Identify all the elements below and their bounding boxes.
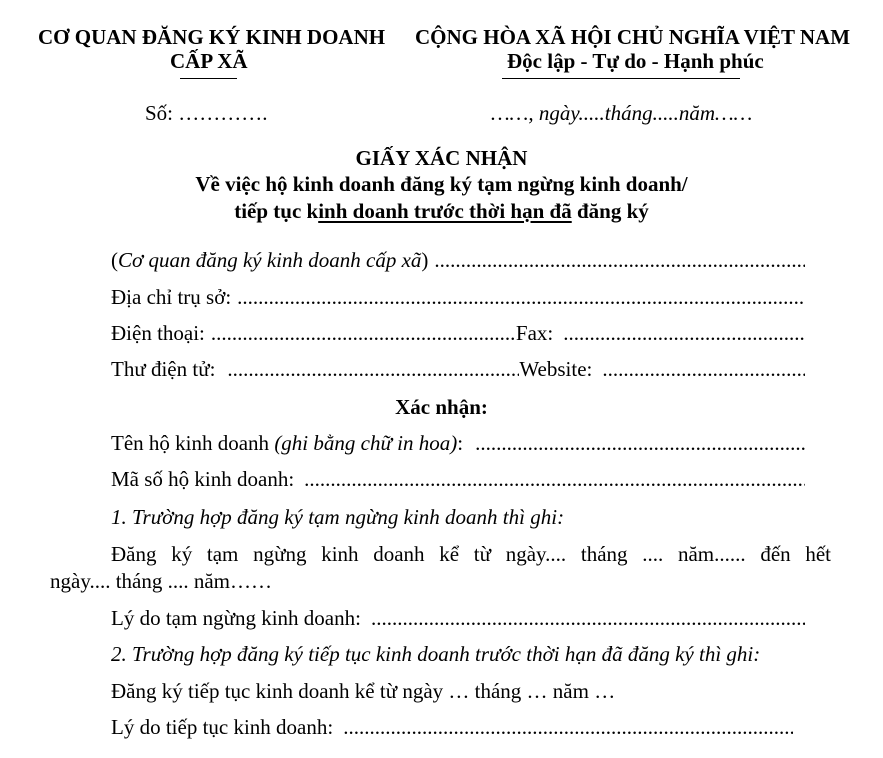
fax-label: Fax: (515, 321, 554, 345)
case1-reason-field[interactable] (371, 606, 805, 631)
business-name-note: (ghi bằng chữ in hoa) (274, 431, 458, 455)
document-title: GIẤY XÁC NHẬN (355, 146, 528, 170)
address-label: Địa chỉ trụ sở: (111, 285, 232, 309)
website-label: Website: (519, 357, 593, 381)
fax-field[interactable] (563, 321, 805, 346)
business-code-label: Mã số hộ kinh doanh: (111, 467, 295, 491)
business-name-row: Tên hộ kinh doanh (ghi bằng chữ in hoa) : ..... (111, 431, 805, 456)
phone-label: Điện thoại: (111, 321, 205, 345)
subtitle-underlined: inh doanh trước thời hạn đã (318, 199, 572, 223)
business-code-field[interactable] (304, 467, 805, 492)
agency-header-line1: CƠ QUAN ĐĂNG KÝ KINH DOANH (38, 25, 386, 49)
document-number: Số: …………. (145, 101, 268, 125)
case1-date-line1: Đăng ký tạm ngừng kinh doanh kể từ ngày.... tháng .... năm...... đến hết (111, 542, 831, 566)
case2-date-line: Đăng ký tiếp tục kinh doanh kể từ ngày … tháng … năm … (111, 679, 616, 703)
header-right-divider (502, 78, 740, 79)
subtitle-suffix: đăng ký (571, 199, 649, 223)
subtitle-prefix: tiếp tục k (234, 199, 319, 223)
national-motto: Độc lập - Tự do - Hạnh phúc (507, 49, 764, 73)
address-field[interactable] (237, 285, 805, 310)
case2-reason-field[interactable] (343, 715, 793, 740)
email-website-row (111, 357, 805, 382)
phone-fax-row (111, 321, 805, 346)
document-subtitle-line2 (0, 199, 883, 224)
business-name-label: Tên hộ kinh doanh (111, 431, 270, 455)
agency-header-line2: CẤP XÃ (170, 49, 248, 73)
phone-field[interactable] (211, 321, 516, 346)
date-line: ……, ngày.....tháng.....năm…… (491, 101, 753, 125)
case1-heading: 1. Trường hợp đăng ký tạm ngừng kinh doanh thì ghi: (111, 505, 565, 529)
agency-name-field[interactable] (434, 248, 805, 273)
national-title: CỘNG HÒA XÃ HỘI CHỦ NGHĨA VIỆT NAM (415, 25, 851, 49)
confirm-heading: Xác nhận: (395, 395, 488, 419)
business-name-field[interactable] (475, 431, 805, 456)
email-label: Thư điện tử: (111, 357, 216, 381)
case1-reason-label: Lý do tạm ngừng kinh doanh: (111, 606, 361, 630)
address-row (111, 285, 805, 310)
business-code-row (111, 467, 805, 492)
email-field[interactable] (227, 357, 519, 382)
case2-reason-row (111, 715, 793, 740)
case1-date-line2: ngày.... tháng .... năm…… (50, 569, 273, 593)
agency-name-label: Cơ quan đăng ký kinh doanh cấp xã (118, 248, 422, 272)
case2-reason-label: Lý do tiếp tục kinh doanh: (111, 715, 334, 739)
website-field[interactable] (602, 357, 805, 382)
document-subtitle-line1: Về việc hộ kinh doanh đăng ký tạm ngừng kinh doanh/ (195, 172, 688, 196)
agency-name-row: ( Cơ quan đăng ký kinh doanh cấp xã ) ..... (111, 248, 805, 273)
header-left-divider (180, 78, 237, 79)
case1-reason-row (111, 606, 805, 631)
case2-heading: 2. Trường hợp đăng ký tiếp tục kinh doanh trước thời hạn đã đăng ký thì ghi: (111, 642, 761, 666)
